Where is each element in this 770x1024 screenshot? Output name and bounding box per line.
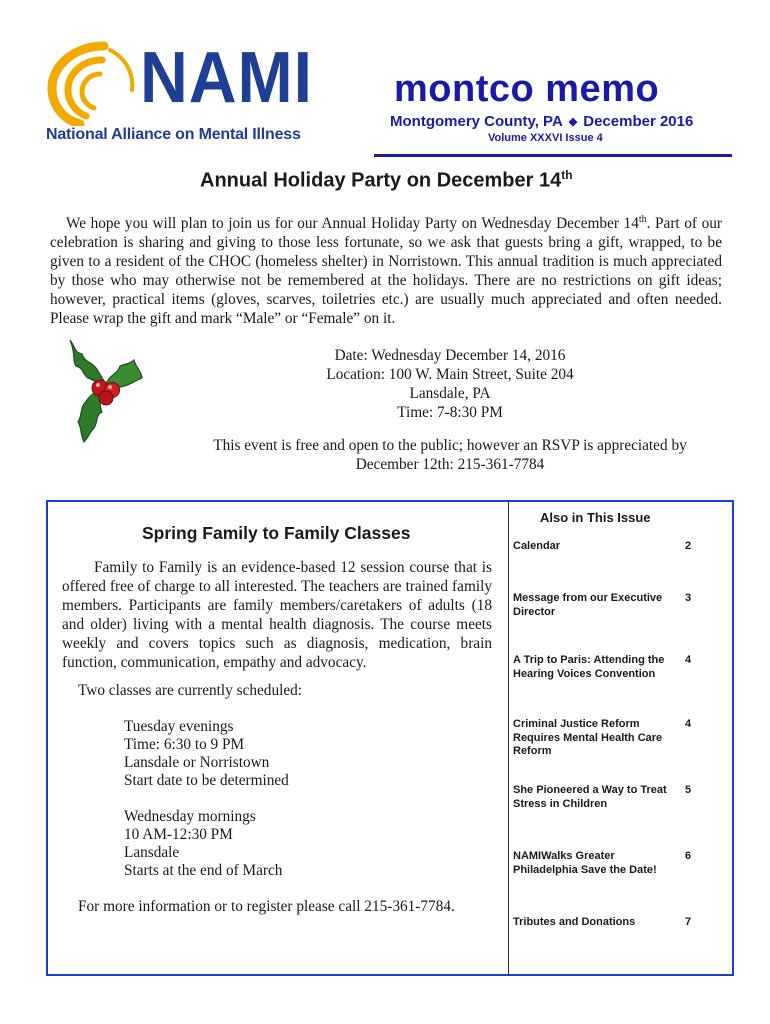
class-schedule-tuesday: Tuesday evenings Time: 6:30 to 9 PM Lansdale or Norristown Start date to be determined: [124, 718, 289, 789]
toc-item-label: A Trip to Paris: Attending the Hearing Voices Convention: [513, 654, 665, 680]
toc-item-page: 7: [685, 916, 692, 928]
nami-logo-icon: [44, 40, 140, 126]
toc-item-page: 5: [685, 784, 692, 796]
toc-item-page: 4: [685, 718, 692, 730]
holly-icon: [62, 334, 146, 444]
party-time: Time: 7-8:30 PM: [397, 404, 503, 421]
toc-item-label: NAMIWalks Greater Philadelphia Save the Date!: [513, 850, 657, 876]
toc-item-page: 6: [685, 850, 692, 862]
toc-item-label: Tributes and Donations: [513, 916, 636, 928]
party-article-title: Annual Holiday Party on December 14th: [200, 168, 573, 192]
party-location: Location: 100 W. Main Street, Suite 204: [326, 366, 574, 383]
newsletter-dateline: [390, 113, 693, 130]
toc-title: Also in This Issue: [540, 510, 651, 525]
nami-logo-tagline: National Alliance on Mental Illness: [46, 126, 301, 143]
party-article-body: We hope you will plan to join us for our Annual Holiday Party on Wednesday December 14th. Part of our celebration is sharing and giving to those less fortunate, so we ask that guests bring a gift, wrapped, to be given to a resident of the CHOC (homeless shelter) in Norristown. This annual tradition is much appreciated by those who may otherwise not be remembered at the holidays. There are no restrictions on gift ideas; however, practical items (gloves, scarves, toiletries etc.) are usually much appreciated and often needed. Please wrap the gift and mark “Male” or “Female” on it.: [50, 213, 722, 327]
header-divider: [374, 154, 732, 157]
dateline-location: Montgomery County, PA: [390, 113, 563, 130]
dateline-date: December 2016: [583, 113, 694, 130]
spring-article-title: Spring Family to Family Classes: [142, 523, 411, 543]
nami-logo-wordmark: NAMI: [140, 38, 313, 118]
toc-item-label: Calendar: [513, 540, 561, 552]
toc-item-label: Message from our Executive Director: [513, 592, 663, 618]
party-date: Date: Wednesday December 14, 2016: [334, 347, 566, 364]
toc-item-page: 3: [685, 592, 692, 604]
party-details: [250, 346, 650, 422]
party-city: Lansdale, PA: [409, 385, 491, 402]
diamond-separator-icon: ◆: [568, 116, 578, 128]
spring-classes-intro: Two classes are currently scheduled:: [78, 682, 303, 699]
spring-contact-line: For more information or to register please call 215-361-7784.: [78, 898, 455, 915]
toc-item-page: 4: [685, 654, 692, 666]
party-rsvp: This event is free and open to the public; however an RSVP is appreciated by December 12th: 215-361-7784: [213, 437, 687, 473]
toc-item-page: 2: [685, 540, 692, 552]
lower-section-box-right-edge: [732, 500, 734, 976]
newsletter-volume: Volume XXXVI Issue 4: [488, 132, 603, 144]
spring-article-body: Family to Family is an evidence-based 12 session course that is offered free of charge to all interested. The teachers are trained family members. Participants are family members/caretakers of adults (18 and older) living with a mental health diagnosis. The course meets weekly and covers topics such as diagnosis, medication, brain function, communication, empathy and advocacy.: [62, 559, 492, 671]
toc-item-label: Criminal Justice Reform Requires Mental Health Care Reform: [513, 718, 663, 757]
class-schedule-wednesday: Wednesday mornings 10 AM-12:30 PM Lansdale Starts at the end of March: [124, 808, 283, 879]
newsletter-title: montco memo: [394, 68, 660, 110]
toc-item-label: She Pioneered a Way to Treat Stress in Children: [513, 784, 667, 810]
sidebar-divider: [508, 502, 509, 974]
